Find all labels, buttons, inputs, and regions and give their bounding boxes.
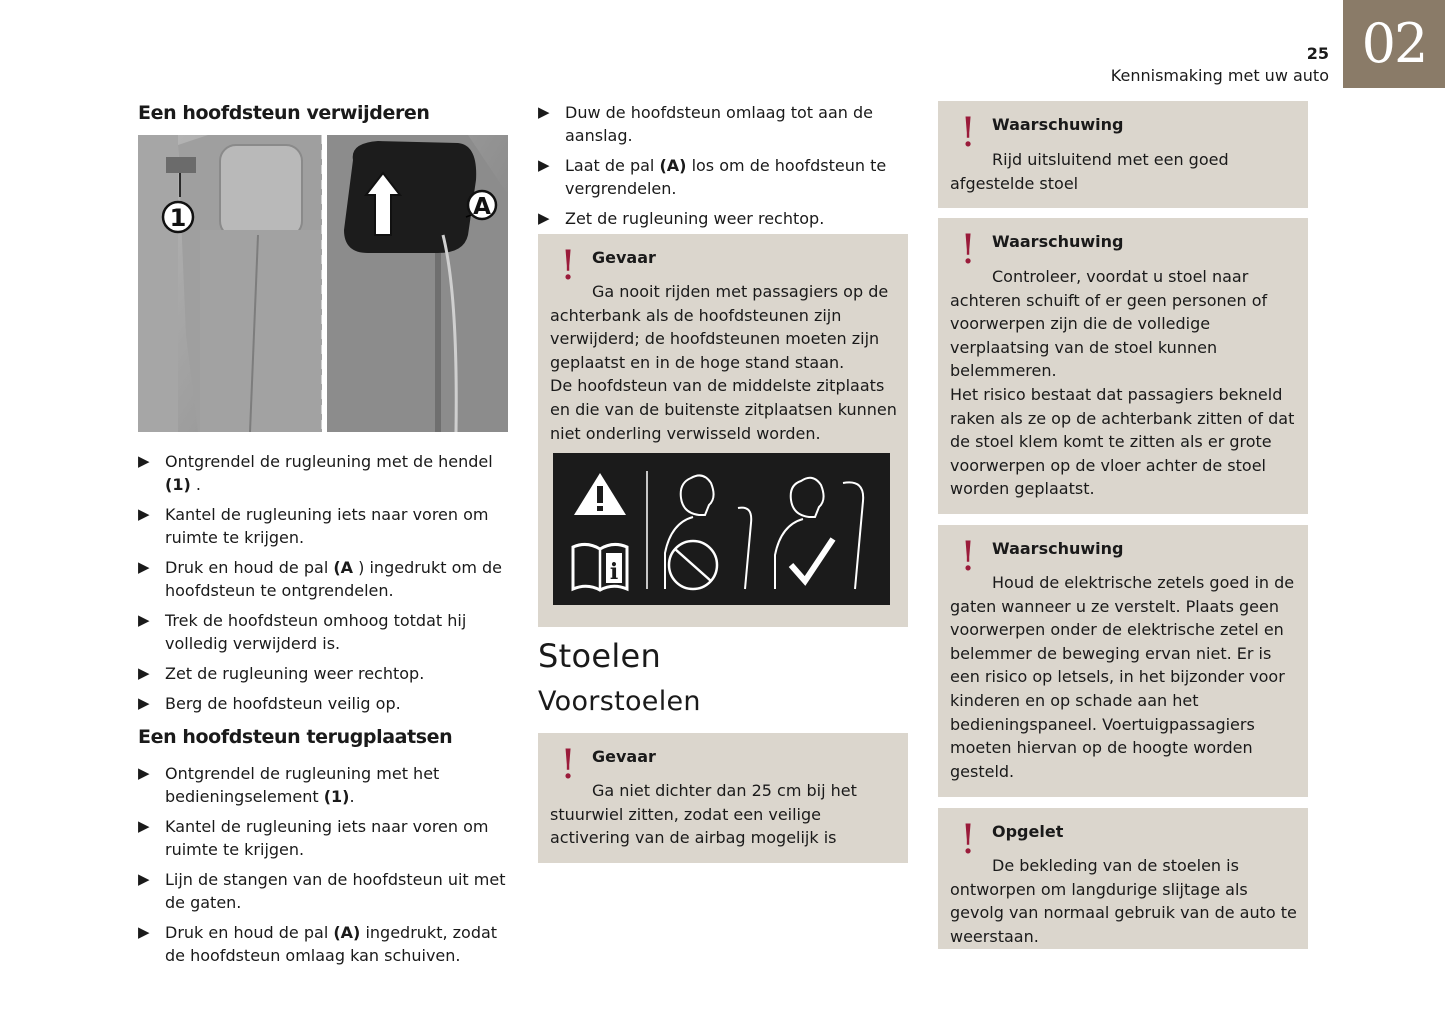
bullet-arrow-icon: ▶	[138, 817, 150, 835]
step-item	[138, 556, 510, 602]
step-text-pre: Ontgrendel de rugleuning met de hendel	[165, 452, 493, 471]
svg-text:i: i	[609, 559, 619, 585]
step-item	[138, 450, 510, 496]
warning-text: Rijd uitsluitend met een goed afgestelde stoel	[950, 150, 1229, 193]
step-item	[138, 868, 510, 914]
exclamation-icon: !	[960, 817, 977, 863]
step-text-pre: Berg de hoofdsteun veilig op.	[165, 694, 401, 713]
warning-box-1	[938, 101, 1308, 208]
label-a: A	[473, 194, 491, 220]
notice-text: De bekleding van de stoelen is ontworpen om langdurige slijtage als gevolg van normaal gebruik van de auto te weerstaan.	[950, 856, 1297, 946]
step-text-bold: (1)	[323, 787, 350, 806]
replace-steps-list	[138, 762, 510, 974]
headrest-illustration-svg	[138, 135, 508, 432]
warning-box-2	[938, 218, 1308, 514]
step-item	[138, 921, 510, 967]
headrest-illustration	[138, 135, 508, 432]
notice-title: Opgelet	[992, 822, 1064, 841]
section-title: Stoelen	[538, 637, 662, 675]
bullet-arrow-icon: ▶	[138, 870, 150, 888]
danger-title: Gevaar	[592, 747, 656, 766]
step-text-pre: Zet de rugleuning weer rechtop.	[565, 209, 825, 228]
bullet-arrow-icon: ▶	[538, 103, 550, 121]
step-text-post: .	[349, 787, 355, 806]
subsection-title: Voorstoelen	[538, 686, 701, 717]
exclamation-icon: !	[560, 243, 577, 289]
step-text-pre: Ontgrendel de rugleuning met het bedieningselement	[165, 764, 440, 806]
bullet-arrow-icon: ▶	[138, 923, 150, 941]
step-item	[538, 101, 898, 147]
step-text-pre: Kantel de rugleuning iets naar voren om ruimte te krijgen.	[165, 505, 489, 547]
step-text-pre: Laat de pal	[565, 156, 660, 175]
warning-text: Controleer, voordat u stoel naar achteren schuift of er geen personen of voorwerpen zijn die de volledige verplaatsing van de stoel kunnen belemmeren. Het risico bestaat dat passagiers bekneld raken als ze op de achterbank zitten of dat de stoel klem komt te zitten als er grote voorwerpen op de vloer achter de stoel worden geplaatst.	[950, 267, 1295, 499]
warning-title: Waarschuwing	[992, 232, 1124, 251]
remove-steps-list	[138, 450, 510, 722]
step-item	[138, 692, 510, 715]
bullet-arrow-icon: ▶	[138, 611, 150, 629]
step-text-bold: (A	[333, 558, 354, 577]
notice-box	[938, 808, 1308, 949]
exclamation-icon: !	[960, 227, 977, 273]
bullet-arrow-icon: ▶	[138, 452, 150, 470]
exclamation-icon: !	[560, 742, 577, 788]
warning-title: Waarschuwing	[992, 115, 1124, 134]
step-item	[138, 503, 510, 549]
page-number: 25	[1306, 44, 1329, 63]
exclamation-icon: !	[960, 534, 977, 580]
bullet-arrow-icon: ▶	[138, 505, 150, 523]
safety-pictogram-svg	[553, 453, 890, 605]
exclamation-icon: !	[960, 110, 977, 156]
replace-headrest-title: Een hoofdsteun terugplaatsen	[138, 726, 453, 748]
bullet-arrow-icon: ▶	[138, 558, 150, 576]
step-item	[538, 207, 898, 230]
bullet-arrow-icon: ▶	[138, 694, 150, 712]
chapter-tab: 02	[1343, 0, 1445, 88]
danger-box-airbag	[538, 733, 908, 863]
step-text-post: los om de hoofdsteun te vergrendelen.	[565, 156, 887, 198]
step-text-pre: Duw de hoofdsteun omlaag tot aan de aanslag.	[565, 103, 873, 145]
bullet-arrow-icon: ▶	[138, 764, 150, 782]
bullet-arrow-icon: ▶	[138, 664, 150, 682]
chapter-title: Kennismaking met uw auto	[1110, 66, 1329, 85]
danger-text: Ga niet dichter dan 25 cm bij het stuurwiel zitten, zodat een veilige activering van de airbag mogelijk is	[550, 781, 857, 848]
step-text-pre: Trek de hoofdsteun omhoog totdat hij volledig verwijderd is.	[165, 611, 467, 653]
remove-headrest-title: Een hoofdsteun verwijderen	[138, 102, 430, 124]
step-text-post: ) ingedrukt om de hoofdsteun te ontgrendelen.	[165, 558, 503, 600]
step-text-pre: Druk en houd de pal	[165, 558, 334, 577]
step-text-bold: (A)	[659, 156, 687, 175]
step-text-pre: Druk en houd de pal	[165, 923, 334, 942]
warning-text: Houd de elektrische zetels goed in de gaten wanneer u ze verstelt. Plaats geen voorwerpen onder de elektrische zetel en belemmer de beweging ervan niet. Er is een risico op letsels, in het bijzonder voor kinderen en op schade aan het bedieningspaneel. Voertuigpassagiers moeten hiervan op de hoogte worden gesteld.	[950, 573, 1295, 781]
step-text-pre: Lijn de stangen van de hoofdsteun uit met de gaten.	[165, 870, 506, 912]
step-item	[138, 762, 510, 808]
warning-title: Waarschuwing	[992, 539, 1124, 558]
step-item	[138, 662, 510, 685]
warning-box-3	[938, 525, 1308, 797]
danger-title: Gevaar	[592, 248, 656, 267]
bullet-arrow-icon: ▶	[538, 209, 550, 227]
label-1: 1	[169, 204, 187, 232]
step-text-bold: (1)	[165, 475, 191, 494]
bullet-arrow-icon: ▶	[538, 156, 550, 174]
step-text-pre: Zet de rugleuning weer rechtop.	[165, 664, 425, 683]
step-item	[138, 815, 510, 861]
danger-box-headrest	[538, 234, 908, 627]
step-item	[538, 154, 898, 200]
step-text-post: ingedrukt, zodat de hoofdsteun omlaag kan schuiven.	[165, 923, 498, 965]
step-text-post: .	[190, 475, 201, 494]
safety-pictogram	[553, 453, 890, 605]
danger-text: Ga nooit rijden met passagiers op de achterbank als de hoofdsteunen zijn verwijderd; de hoofdsteunen moeten zijn geplaatst en in de hoge stand staan. De hoofdsteun van de middelste zitplaats en die van de buitenste zitplaatsen kunnen niet onderling verwisseld worden.	[550, 282, 897, 443]
step-item	[138, 609, 510, 655]
middle-steps-list	[538, 101, 898, 237]
step-text-pre: Kantel de rugleuning iets naar voren om ruimte te krijgen.	[165, 817, 489, 859]
step-text-bold: (A)	[333, 923, 361, 942]
